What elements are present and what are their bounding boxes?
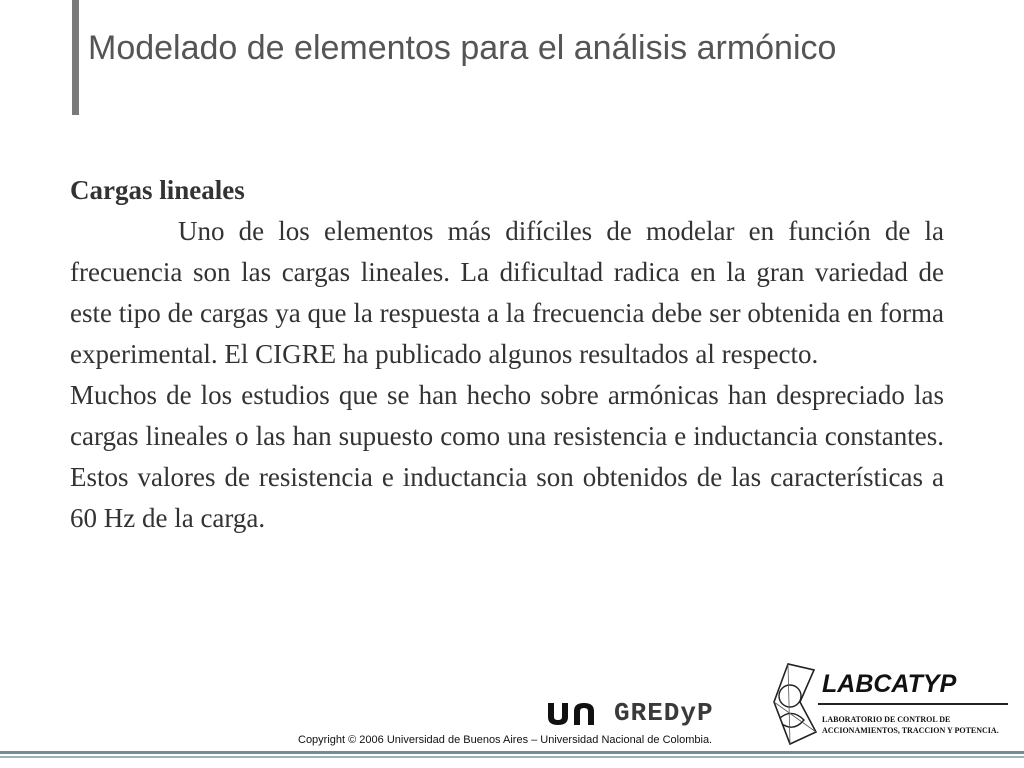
footer-divider [0, 751, 1024, 754]
labcatyp-emblem-icon [770, 662, 820, 746]
labcatyp-subtitle-line2: ACCIONAMIENTOS, TRACCION Y POTENCIA. [822, 726, 999, 735]
footer-divider-secondary [0, 756, 1024, 758]
gredyp-wordmark: GREDyP [614, 698, 714, 728]
paragraph-2: Muchos de los estudios que se han hecho sobre armónicas han despreciado las cargas lineales o las han supuesto como una resistencia e inductancia constantes. Estos valores de resistencia e inductancia son obtenidos de las características a 60 Hz de la carga. [70, 380, 944, 533]
paragraph-1: Uno de los elementos más difíciles de modelar en función de la frecuencia son las cargas lineales. La dificultad radica en la gran variedad de este tipo de cargas ya que la respuesta a la frecuencia debe ser obtenida en forma experimental. El CIGRE ha publicado algunos resultados al respecto. [70, 216, 944, 369]
slide-content [70, 170, 944, 539]
labcatyp-name: LABCATYP [822, 670, 957, 698]
section-heading: Cargas lineales [70, 175, 245, 205]
copyright-notice: Copyright © 2006 Universidad de Buenos Aires – Universidad Nacional de Colombia. [298, 734, 713, 746]
slide-title: Modelado de elementos para el análisis armónico [88, 29, 837, 67]
labcatyp-subtitle [822, 714, 1022, 736]
labcatyp-subtitle-line1: LABORATORIO DE CONTROL DE [822, 715, 951, 724]
labcatyp-underline [818, 703, 1008, 705]
title-accent-bar [72, 0, 79, 115]
un-logo-icon [546, 699, 604, 727]
gredyp-logo [546, 698, 714, 728]
